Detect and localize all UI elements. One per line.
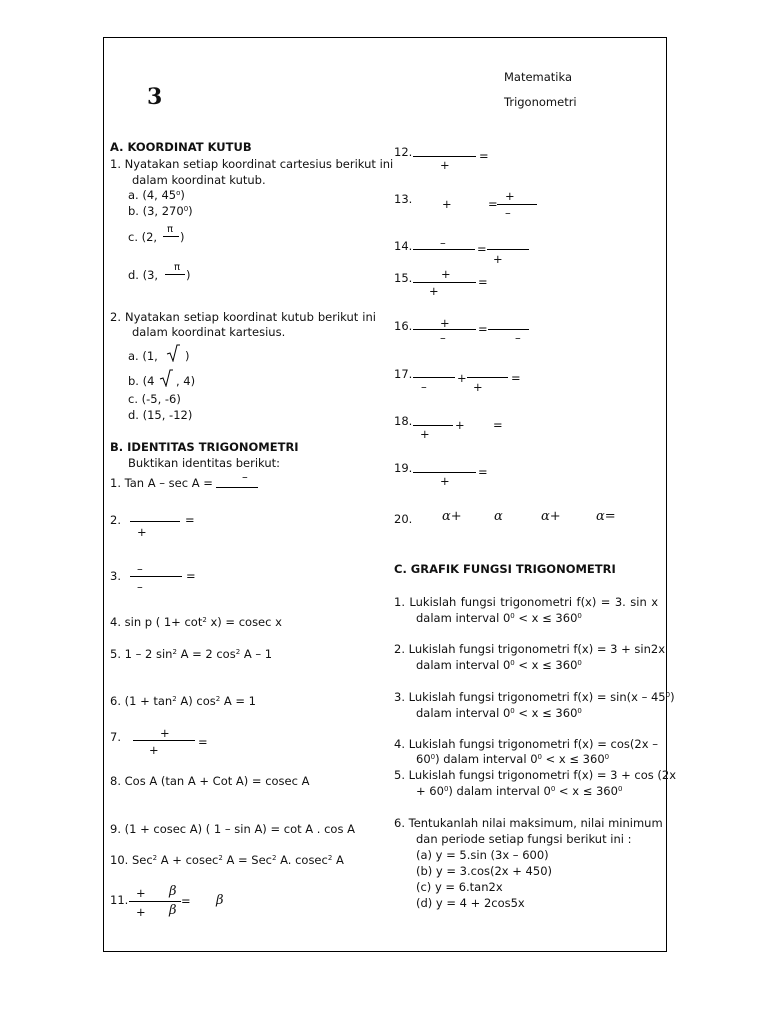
identity-15-fraction-bar [413, 282, 476, 283]
identity-11-number: 11. [110, 893, 129, 907]
identity-17-den-1: – [421, 380, 427, 394]
q1b-item: b. (3, $270^0$) [128, 204, 193, 218]
task-6-line1: 6. Tentukanlah nilai maksimum, nilai minimum [394, 816, 663, 830]
identity-20-term-2: α [494, 509, 503, 524]
section-c-title: C. GRAFIK FUNGSI TRIGONOMETRI [394, 562, 616, 576]
task-6b: (b) y = 3.cos(2x + 450) [416, 864, 552, 878]
identity-18-equals: = [493, 418, 503, 432]
task-6a: (a) y = 5.sin (3x – 600) [416, 848, 549, 862]
identity-3-numerator: – [137, 562, 143, 576]
q1d-item: d. (3, [128, 268, 159, 282]
graph-3-line2: dalam interval $0^0 < x \le 360^0$ [416, 706, 582, 720]
identity-9: 9. (1 + cosec A) ( 1 – sin A) = cot A . cos A [110, 822, 355, 836]
identity-15-denominator: + [429, 284, 439, 298]
graph-4-line1: 4. Lukislah fungsi trigonometri f(x) = cos(2x – [394, 737, 658, 751]
identity-20-number: 20. [394, 512, 413, 526]
task-6d: (d) y = 4 + 2cos5x [416, 896, 525, 910]
identity-11-num-plus: + [136, 886, 146, 900]
q1-text-line1: 1. Nyatakan setiap koordinat cartesius berikut ini [110, 157, 394, 171]
graph-5-line1: 5. Lukislah fungsi trigonometri f(x) = 3 + cos (2x [394, 768, 677, 782]
q2a-item: a. (1, [128, 349, 158, 363]
identity-1: 1. Tan A – sec A = [110, 476, 213, 490]
q2b-end: , 4) [176, 374, 196, 388]
q1d-close: ) [186, 268, 191, 282]
identity-16-numerator: + [440, 316, 450, 330]
identity-20-term-1: α+ [442, 509, 462, 524]
task-6-line2: dan periode setiap fungsi berikut ini : [416, 832, 632, 846]
graph-5-line2: + $60^0$) dalam interval $0^0 < x \le 360^0$ [416, 784, 623, 798]
identity-16-denominator: – [440, 331, 446, 345]
identity-15-equals: = [478, 275, 488, 289]
identity-13-denominator: – [505, 206, 511, 220]
identity-14-denominator: + [493, 252, 503, 266]
identity-16-fraction-bar-right [488, 329, 529, 330]
q2a-sqrt-sign [166, 344, 180, 362]
identity-1-numerator: – [242, 470, 248, 484]
task-6c: (c) y = 6.tan2x [416, 880, 503, 894]
identity-18-plus: + [455, 418, 465, 432]
identity-19-denominator: + [440, 474, 450, 488]
identity-4: 4. sin p ( $1+ \cot^2 x) = cosec$ x [110, 615, 282, 629]
identity-7-number: 7. [110, 730, 121, 744]
identity-14-numerator: – [440, 236, 446, 250]
identity-12-number: 12. [394, 145, 413, 159]
q1c-close: ) [180, 230, 185, 244]
identity-17-fraction-bar-1 [413, 377, 455, 378]
identity-20-term-4: α= [596, 509, 616, 524]
q2a-close: ) [185, 349, 190, 363]
identity-17-fraction-bar-2 [467, 377, 508, 378]
graph-4-line2: $60^0$) dalam interval $0^0 < x \le 360^0$ [416, 752, 610, 766]
q1c-pi: π [167, 224, 174, 235]
identity-13-plus: + [442, 197, 452, 211]
identity-8: 8. Cos A (tan A + Cot A) = cosec A [110, 774, 310, 788]
identity-7-numerator: + [160, 726, 170, 740]
q1c-item: c. (2, [128, 230, 158, 244]
identity-3-denominator: – [137, 580, 143, 594]
identity-11-fraction-bar [129, 901, 181, 902]
q2-text-line2: dalam koordinat kartesius. [132, 325, 286, 339]
q2b-sqrt-sign [159, 369, 173, 387]
graph-3-line1: 3. Lukislah fungsi trigonometri $f(x) = \sin(x - 45^0)$ [394, 690, 675, 704]
identity-7-equals: = [198, 735, 208, 749]
identity-13-number: 13. [394, 192, 413, 206]
identity-11-equals: = [181, 894, 191, 908]
q1d-fraction-bar [165, 274, 185, 275]
section-b-title: B. IDENTITAS TRIGONOMETRI [110, 440, 299, 454]
graph-2-line1: 2. Lukislah fungsi trigonometri f(x) = 3 + sin2x [394, 642, 666, 656]
identity-14-equals: = [477, 242, 487, 256]
section-b-intro: Buktikan identitas berikut: [128, 456, 281, 470]
identity-5: 5. 1 – 2 $\sin^2 A = 2$ $\cos^2 A - 1$ [110, 647, 273, 661]
identity-11-rhs-beta: β [216, 893, 224, 908]
identity-6: 6. $(1 + \tan^2 A)$ $\cos^2 A = 1$ [110, 694, 256, 708]
identity-18-number: 18. [394, 414, 413, 428]
subject-label: Matematika [504, 70, 573, 84]
identity-14-fraction-bar-right [487, 249, 529, 250]
q1a-item: a. (4, 45$^o$) [128, 188, 185, 202]
q2c-item: c. (-5, -6) [128, 392, 181, 406]
identity-3-number: 3. [110, 569, 121, 583]
identity-14-number: 14. [394, 239, 413, 253]
section-a-title: A. KOORDINAT KUTUB [110, 140, 252, 154]
identity-18-denominator: + [420, 427, 430, 441]
q2b-item: b. (4 [128, 374, 155, 388]
identity-15-number: 15. [394, 271, 413, 285]
identity-14-fraction-bar-left [413, 249, 475, 250]
q2d-item: d. (15, -12) [128, 408, 193, 422]
identity-2-fraction-bar [130, 521, 180, 522]
q1c-fraction-bar [163, 236, 179, 237]
identity-20-term-3: α+ [541, 509, 561, 524]
identity-16-equals: = [478, 322, 488, 336]
identity-13-equals: = [488, 197, 498, 211]
identity-11-den-beta: β [169, 903, 177, 918]
identity-17-number: 17. [394, 367, 413, 381]
worksheet-number: 3 [147, 84, 163, 110]
identity-17-den-2: + [473, 380, 483, 394]
identity-19-fraction-bar [413, 472, 476, 473]
graph-2-line2: dalam interval $0^0 < x \le 360^0$ [416, 658, 582, 672]
identity-12-equals: = [479, 149, 489, 163]
identity-16-number: 16. [394, 319, 413, 333]
identity-15-numerator: + [441, 267, 451, 281]
identity-16-fraction-bar-left [413, 329, 476, 330]
identity-12-denominator: + [440, 158, 450, 172]
identity-1-fraction-bar [216, 487, 258, 488]
identity-3-equals: = [186, 569, 196, 583]
graph-1-line2: dalam interval $0^0 < x \le 360^0$ [416, 611, 582, 625]
graph-1-line1: 1. Lukislah fungsi trigonometri f(x) = 3. sin x [394, 595, 658, 609]
identity-2-number: 2. [110, 513, 121, 527]
identity-19-equals: = [478, 465, 488, 479]
identity-13-numerator: + [505, 189, 515, 203]
identity-17-plus: + [457, 371, 467, 385]
identity-17-equals: = [511, 371, 521, 385]
identity-16-rhs-denominator: – [515, 331, 521, 345]
identity-11-num-beta: β [169, 884, 177, 899]
q1-text-line2: dalam koordinat kutub. [132, 173, 266, 187]
identity-7-denominator: + [149, 743, 159, 757]
identity-2-denominator: + [137, 525, 147, 539]
topic-label: Trigonometri [504, 95, 577, 109]
identity-13-fraction-bar [497, 204, 537, 205]
identity-7-fraction-bar [133, 740, 195, 741]
identity-12-fraction-bar [413, 156, 476, 157]
q2-text-line1: 2. Nyatakan setiap koordinat kutub berikut ini [110, 310, 376, 324]
identity-10: 10. Sec$^2$ A + cosec$^2$ A = Sec$^2$ A. cosec$^2$ A [110, 853, 344, 867]
q1d-pi: π [174, 262, 181, 273]
identity-18-fraction-bar [413, 425, 453, 426]
identity-3-fraction-bar [130, 576, 182, 577]
identity-19-number: 19. [394, 461, 413, 475]
identity-2-equals: = [185, 513, 195, 527]
identity-11-den-plus: + [136, 905, 146, 919]
